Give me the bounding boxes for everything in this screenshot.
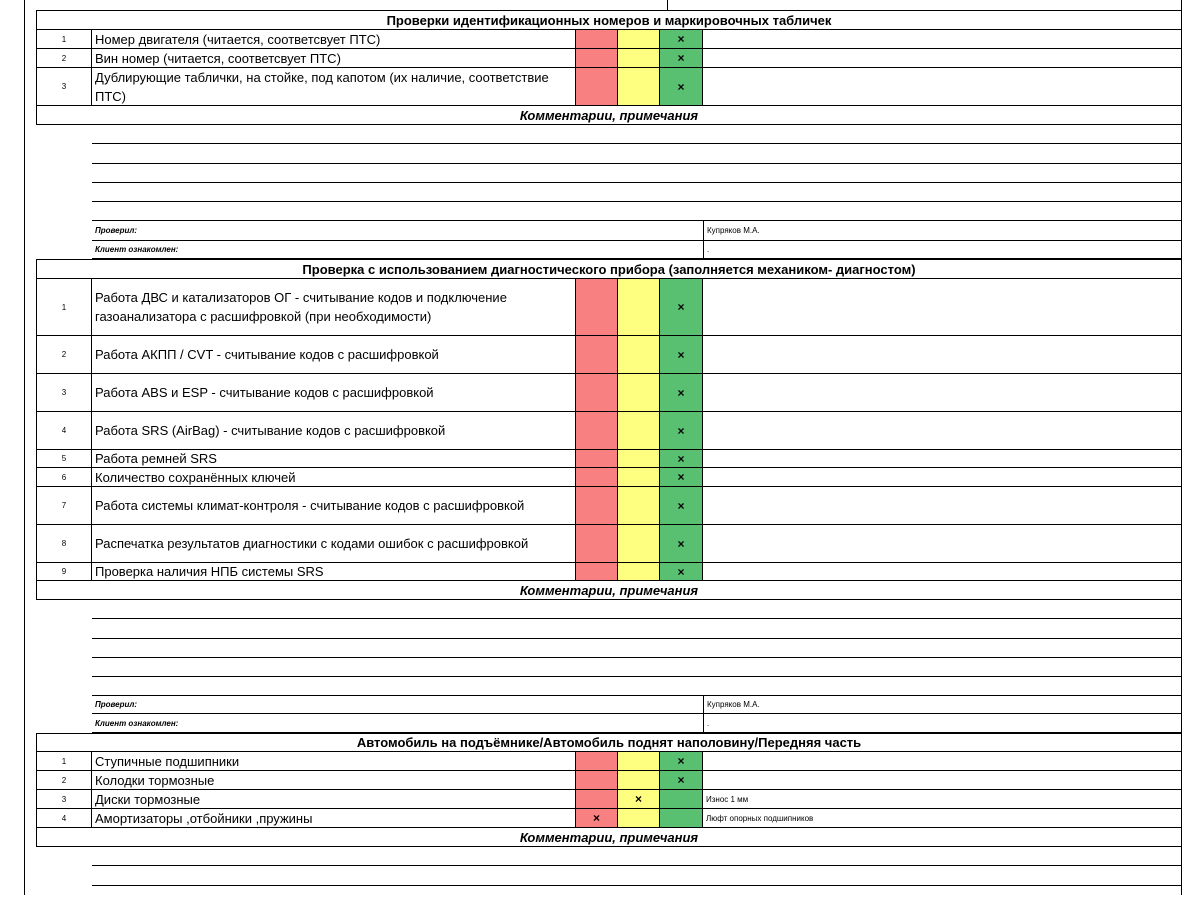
status-yellow-cell[interactable] (618, 487, 660, 525)
table-row (36, 30, 1182, 49)
status-yellow-cell[interactable] (618, 374, 660, 412)
row-description: Работа ДВС и катализаторов ОГ - считывание кодов и подключение газоанализатора с расшифровкой (при необходимости) (92, 279, 576, 336)
client-ack-label: Клиент ознакомлен: (92, 714, 703, 733)
comment-line (92, 618, 1182, 619)
comment-line (92, 163, 1182, 164)
row-number: 3 (36, 374, 92, 412)
row-note[interactable] (703, 525, 1182, 563)
status-green-cell[interactable]: × (660, 563, 703, 581)
row-number: 4 (36, 412, 92, 450)
row-note[interactable] (703, 279, 1182, 336)
status-green-cell[interactable] (660, 790, 703, 809)
status-green-cell[interactable] (660, 809, 703, 828)
row-number: 1 (36, 279, 92, 336)
status-red-cell[interactable] (576, 49, 618, 68)
status-red-cell[interactable] (576, 374, 618, 412)
client-ack-value[interactable]: . (703, 714, 1182, 733)
table-row (36, 752, 1182, 771)
row-description: Количество сохранённых ключей (92, 468, 576, 487)
checked-by-row (36, 221, 1182, 241)
status-red-cell[interactable] (576, 30, 618, 49)
row-number: 1 (36, 752, 92, 771)
comment-line (92, 865, 1182, 866)
section-title: Проверка с использованием диагностического прибора (заполняется механиком- диагностом) (36, 259, 1182, 279)
status-red-cell[interactable] (576, 279, 618, 336)
comment-line (92, 638, 1182, 639)
checked-by-label: Проверил: (92, 695, 703, 714)
row-number: 5 (36, 450, 92, 468)
row-note[interactable] (703, 68, 1182, 106)
table-row (36, 374, 1182, 412)
status-red-cell[interactable] (576, 336, 618, 374)
comment-line (92, 182, 1182, 183)
status-red-cell[interactable] (576, 68, 618, 106)
row-description: Работа SRS (AirBag) - считывание кодов с расшифровкой (92, 412, 576, 450)
row-note[interactable] (703, 563, 1182, 581)
row-note[interactable] (703, 771, 1182, 790)
status-red-cell[interactable] (576, 790, 618, 809)
status-red-cell[interactable] (576, 450, 618, 468)
comment-line (92, 676, 1182, 677)
checked-by-value[interactable]: Купряков М.А. (703, 695, 1182, 714)
status-red-cell[interactable] (576, 563, 618, 581)
table-row (36, 771, 1182, 790)
checked-by-label: Проверил: (92, 221, 703, 241)
row-description: Диски тормозные (92, 790, 576, 809)
status-red-cell[interactable] (576, 468, 618, 487)
status-green-cell[interactable]: × (660, 752, 703, 771)
comment-line (92, 201, 1182, 202)
row-note[interactable] (703, 468, 1182, 487)
table-row (36, 412, 1182, 450)
status-yellow-cell[interactable] (618, 752, 660, 771)
status-green-cell[interactable]: × (660, 279, 703, 336)
row-description: Работа АКПП / CVT - считывание кодов с расшифровкой (92, 336, 576, 374)
row-description: Проверка наличия НПБ системы SRS (92, 563, 576, 581)
row-description: Амортизаторы ,отбойники ,пружины (92, 809, 576, 828)
table-row (36, 525, 1182, 563)
table-row (36, 279, 1182, 336)
row-number: 7 (36, 487, 92, 525)
status-green-cell[interactable]: × (660, 450, 703, 468)
row-description: Работа системы климат-контроля - считывание кодов с расшифровкой (92, 487, 576, 525)
status-yellow-cell[interactable] (618, 771, 660, 790)
section-title: Проверки идентификационных номеров и маркировочных табличек (36, 10, 1182, 30)
status-yellow-cell[interactable] (618, 336, 660, 374)
row-description: Номер двигателя (читается, соответсвует ПТС) (92, 30, 576, 49)
row-note[interactable] (703, 49, 1182, 68)
status-yellow-cell[interactable] (618, 49, 660, 68)
checked-by-value[interactable]: Купряков М.А. (703, 221, 1182, 241)
row-note[interactable] (703, 487, 1182, 525)
sheet-body (36, 10, 1182, 889)
row-number: 2 (36, 336, 92, 374)
comments-area[interactable] (36, 847, 1182, 889)
status-green-cell[interactable]: × (660, 68, 703, 106)
row-number: 3 (36, 68, 92, 106)
row-note[interactable]: Люфт опорных подшипников (703, 809, 1182, 828)
table-row (36, 450, 1182, 468)
comments-title: Комментарии, примечания (36, 106, 1182, 125)
status-yellow-cell[interactable] (618, 450, 660, 468)
table-row (36, 563, 1182, 581)
comments-title: Комментарии, примечания (36, 828, 1182, 847)
section-title: Автомобиль на подъёмнике/Автомобиль поднят наполовину/Передняя часть (36, 733, 1182, 752)
row-number: 2 (36, 49, 92, 68)
client-ack-row (36, 714, 1182, 733)
row-note[interactable] (703, 412, 1182, 450)
status-yellow-cell[interactable] (618, 525, 660, 563)
status-yellow-cell[interactable]: × (618, 790, 660, 809)
row-description: Ступичные подшипники (92, 752, 576, 771)
status-green-cell[interactable]: × (660, 336, 703, 374)
status-yellow-cell[interactable] (618, 279, 660, 336)
client-ack-row (36, 241, 1182, 259)
table-row (36, 487, 1182, 525)
table-row (36, 468, 1182, 487)
row-number: 3 (36, 790, 92, 809)
status-yellow-cell[interactable] (618, 30, 660, 49)
row-note[interactable] (703, 450, 1182, 468)
row-number: 1 (36, 30, 92, 49)
row-note[interactable] (703, 336, 1182, 374)
status-red-cell[interactable] (576, 525, 618, 563)
top-tick (667, 0, 668, 10)
left-page-border (24, 0, 25, 895)
status-green-cell[interactable]: × (660, 771, 703, 790)
row-number: 2 (36, 771, 92, 790)
comments-title: Комментарии, примечания (36, 581, 1182, 600)
client-ack-value[interactable]: . (703, 241, 1182, 259)
status-yellow-cell[interactable] (618, 412, 660, 450)
table-row (36, 68, 1182, 106)
row-note[interactable] (703, 374, 1182, 412)
row-number: 9 (36, 563, 92, 581)
row-note[interactable] (703, 752, 1182, 771)
table-row (36, 49, 1182, 68)
comment-line (92, 143, 1182, 144)
status-yellow-cell[interactable] (618, 809, 660, 828)
status-green-cell[interactable]: × (660, 487, 703, 525)
status-yellow-cell[interactable] (618, 68, 660, 106)
status-green-cell[interactable]: × (660, 468, 703, 487)
status-yellow-cell[interactable] (618, 468, 660, 487)
row-description: Вин номер (читается, соответсвует ПТС) (92, 49, 576, 68)
status-green-cell[interactable]: × (660, 412, 703, 450)
row-note[interactable] (703, 30, 1182, 49)
row-description: Дублирующие таблички, на стойке, под капотом (их наличие, соответствие ПТС) (92, 68, 576, 106)
status-green-cell[interactable]: × (660, 374, 703, 412)
table-row (36, 336, 1182, 374)
status-green-cell[interactable]: × (660, 30, 703, 49)
row-description: Распечатка результатов диагностики с кодами ошибок с расшифровкой (92, 525, 576, 563)
row-description: Работа ABS и ESP - считывание кодов с расшифровкой (92, 374, 576, 412)
status-red-cell[interactable] (576, 487, 618, 525)
row-number: 6 (36, 468, 92, 487)
row-description: Колодки тормозные (92, 771, 576, 790)
status-red-cell[interactable] (576, 771, 618, 790)
checked-by-row (36, 695, 1182, 714)
status-red-cell[interactable] (576, 752, 618, 771)
comments-area[interactable] (36, 125, 1182, 221)
table-row (36, 790, 1182, 809)
status-yellow-cell[interactable] (618, 563, 660, 581)
status-green-cell[interactable]: × (660, 49, 703, 68)
row-number: 4 (36, 809, 92, 828)
row-description: Работа ремней SRS (92, 450, 576, 468)
comment-line (92, 885, 1182, 886)
row-number: 8 (36, 525, 92, 563)
comments-area[interactable] (36, 600, 1182, 695)
status-red-cell[interactable] (576, 412, 618, 450)
client-ack-label: Клиент ознакомлен: (92, 241, 703, 259)
comment-line (92, 657, 1182, 658)
status-green-cell[interactable]: × (660, 525, 703, 563)
status-red-cell[interactable]: × (576, 809, 618, 828)
table-row (36, 809, 1182, 828)
row-note[interactable]: Износ 1 мм (703, 790, 1182, 809)
